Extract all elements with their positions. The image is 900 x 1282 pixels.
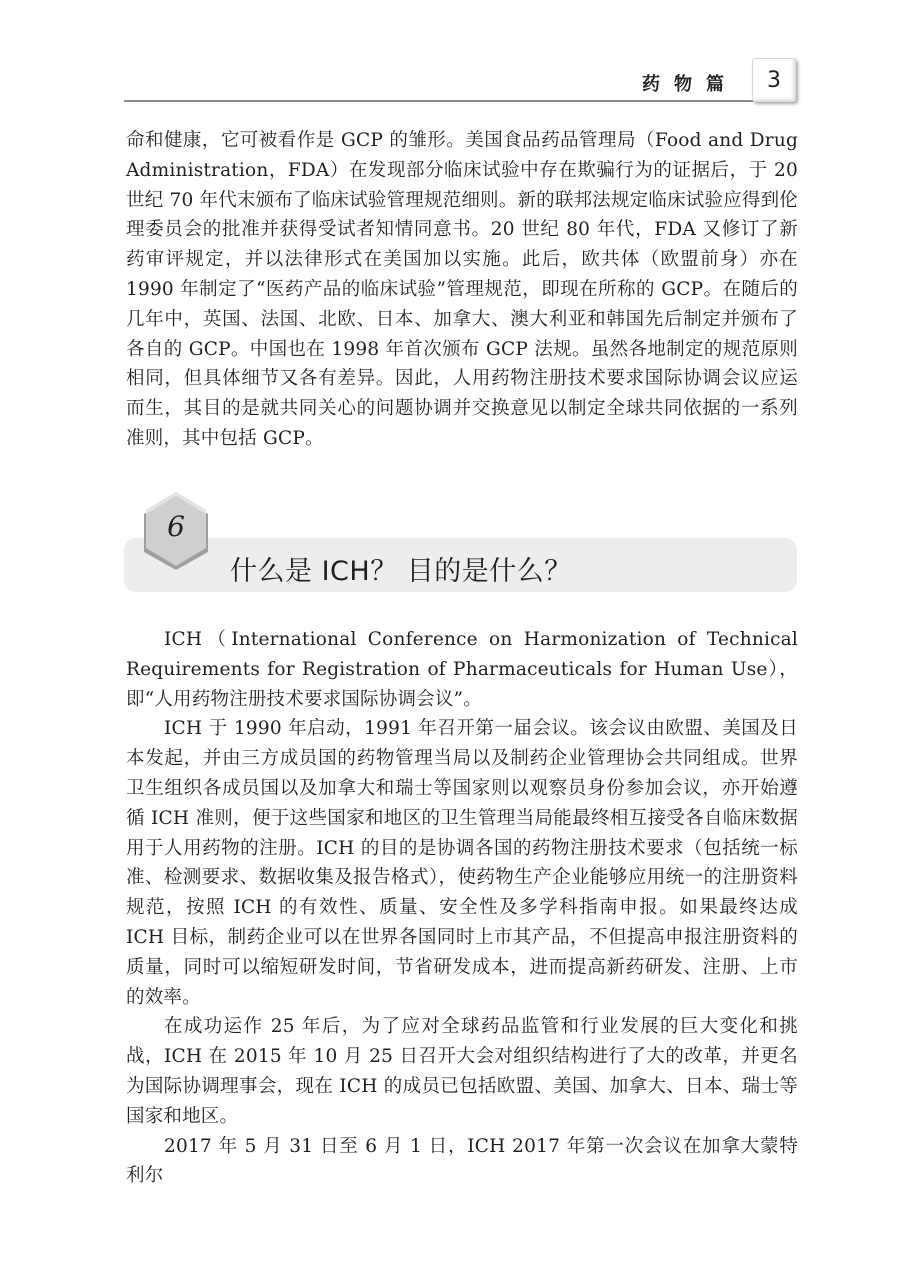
paragraph: 2017 年 5 月 31 日至 6 月 1 日，ICH 2017 年第一次会议在加拿大蒙特利尔 xyxy=(126,1135,798,1187)
paragraph: 命和健康，它可被看作是 GCP 的雏形。美国食品药品管理局（Food and Drug Administration，FDA）在发现部分临床试验中存在欺骗行为的证据后，于 20 世纪 70 年代末颁布了临床试验管理规范细则。新的联邦法规定临床试验应得到伦理委员会的批准并获得受试者知情同意书。20 世纪 80 年代，FDA 又修订了新药审评规定，并以法律形式在美国加以实施。此后，欧共体（欧盟前身）亦在 1990 年制定了“医药产品的临床试验”管理规范，即现在所称的 GCP。在随后的几年中，英国、法国、北欧、日本、加拿大、澳大利亚和韩国先后制定并颁布了各自的 GCP。中国也在 1998 年首次颁布 GCP 法规。虽然各地制定的规范原则相同，但具体细节又各有差异。因此，人用药物注册技术要求国际协调会议应运而生，其目的是就共同关心的问题协调并交换意见以制定全球共同依据的一系列准则，其中包括 GCP。 xyxy=(126,130,798,449)
paragraph: 在成功运作 25 年后，为了应对全球药品监管和行业发展的巨大变化和挑战，ICH 在 2015 年 10 月 25 日召开大会对组织结构进行了大的改革，并更名为国际协调理事会，现在 ICH 的成员已包括欧盟、美国、加拿大、日本、瑞士等国家和地区。 xyxy=(126,1016,798,1127)
page-number: 3 xyxy=(767,67,781,93)
body-text-block-1 xyxy=(126,126,798,454)
running-header xyxy=(124,58,796,102)
header-rule xyxy=(124,100,754,102)
running-header-title: 药物篇 xyxy=(642,74,738,95)
body-text-block-2 xyxy=(126,625,798,1191)
paragraph: ICH 于 1990 年启动，1991 年召开第一届会议。该会议由欧盟、美国及日本发起，并由三方成员国的药物管理当局以及制药企业管理协会共同组成。世界卫生组织各成员国以及加拿大和瑞士等国家则以观察员身份参加会议，亦开始遵循 ICH 准则，便于这些国家和地区的卫生管理当局能最终相互接受各自临床数据用于人用药物的注册。ICH 的目的是协调各国的药物注册技术要求（包括统一标准、检测要求、数据收集及报告格式），使药物生产企业能够应用统一的注册资料规范，按照 ICH 的有效性、质量、安全性及多学科指南申报。如果最终达成 ICH 目标，制药企业可以在世界各国同时上市其产品，不但提高申报注册资料的质量，同时可以缩短研发时间，节省研发成本，进而提高新药研发、注册、上市的效率。 xyxy=(126,718,798,1008)
section-title: 什么是 ICH？ 目的是什么？ xyxy=(230,556,572,587)
page-number-box xyxy=(752,58,796,102)
section-number: 6 xyxy=(167,510,185,543)
paragraph: ICH（International Conference on Harmonization of Technical Requirements for Registration of Pharmaceuticals for Human Use），即“人用药物注册技术要求国际协调会议”。 xyxy=(126,629,798,710)
